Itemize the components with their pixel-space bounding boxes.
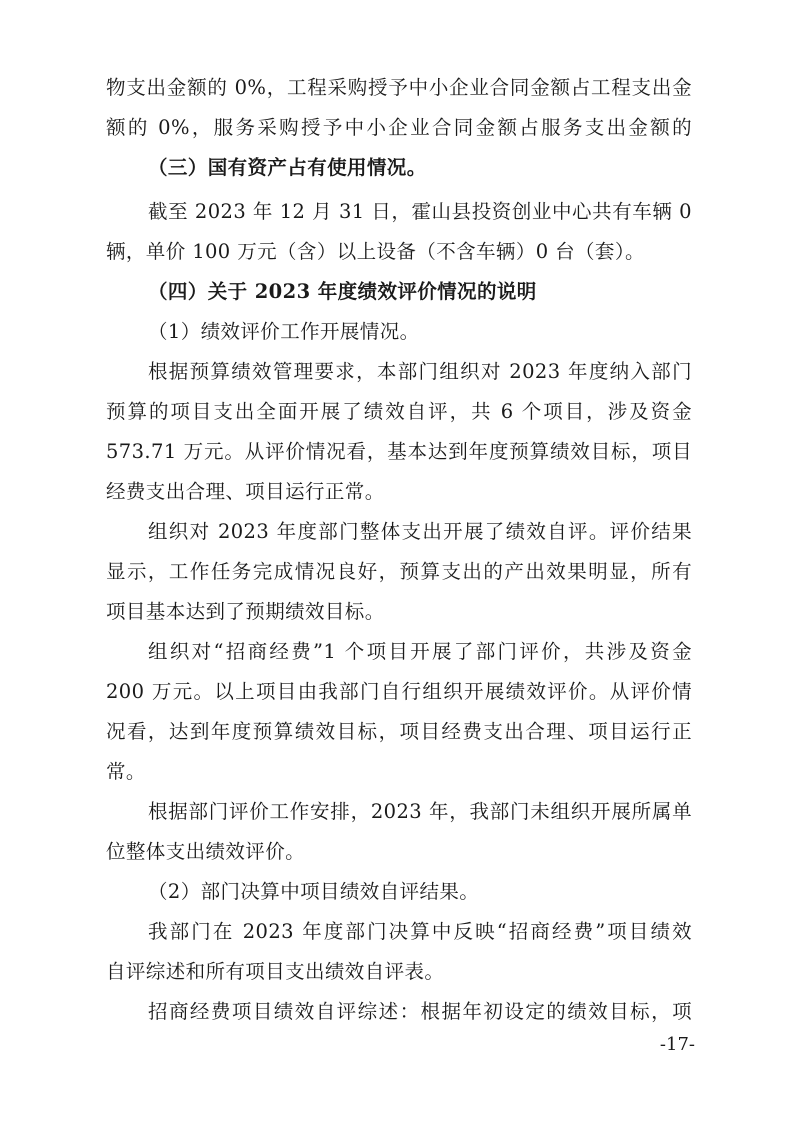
paragraph-line: 我部门在 2023 年度部门决算中反映“招商经费”项目绩效 (148, 920, 692, 943)
page-number: -17- (659, 1034, 695, 1055)
paragraph-line: 显示，工作任务完成情况良好，预算支出的产出效果明显，所有 (106, 560, 692, 583)
section-heading-performance: （四）关于 2023 年度绩效评价情况的说明 (148, 280, 537, 303)
paragraph-line: 况看，达到年度预算绩效目标，项目经费支出合理、项目运行正 (106, 720, 692, 743)
paragraph-line: 项目基本达到了预期绩效目标。 (106, 600, 385, 623)
paragraph-line: 200 万元。以上项目由我部门自行组织开展绩效评价。从评价情 (106, 680, 692, 703)
paragraph-line: 组织对 2023 年度部门整体支出开展了绩效自评。评价结果 (148, 520, 692, 543)
paragraph-line: 物支出金额的 0%，工程采购授予中小企业合同金额占工程支出金 (106, 76, 692, 99)
paragraph-line: 招商经费项目绩效自评综述：根据年初设定的绩效目标，项 (148, 1000, 692, 1023)
paragraph-line: 根据预算绩效管理要求，本部门组织对 2023 年度纳入部门 (148, 360, 692, 383)
paragraph-line: 根据部门评价工作安排，2023 年，我部门未组织开展所属单 (148, 800, 692, 823)
section-heading-assets: （三）国有资产占有使用情况。 (148, 156, 427, 179)
paragraph-line: 573.71 万元。从评价情况看，基本达到年度预算绩效目标，项目 (106, 440, 692, 463)
paragraph-line: 常。 (106, 760, 146, 783)
paragraph-line: 自评综述和所有项目支出绩效自评表。 (106, 960, 445, 983)
paragraph-line: 位整体支出绩效评价。 (106, 840, 306, 863)
paragraph-line: 额的 0%，服务采购授予中小企业合同金额占服务支出金额的 (106, 116, 692, 139)
paragraph-line: 预算的项目支出全面开展了绩效自评，共 6 个项目，涉及资金 (106, 400, 692, 423)
paragraph-line: 截至 2023 年 12 月 31 日，霍山县投资创业中心共有车辆 0 (148, 200, 692, 223)
paragraph-line: 经费支出合理、项目运行正常。 (106, 480, 385, 503)
paragraph-line: 组织对“招商经费”1 个项目开展了部门评价，共涉及资金 (148, 640, 692, 663)
paragraph-line: 辆，单价 100 万元（含）以上设备（不含车辆）0 台（套）。 (106, 240, 645, 263)
subsection-heading-1: （1）绩效评价工作开展情况。 (148, 320, 420, 343)
subsection-heading-2: （2）部门决算中项目绩效自评结果。 (148, 880, 480, 903)
